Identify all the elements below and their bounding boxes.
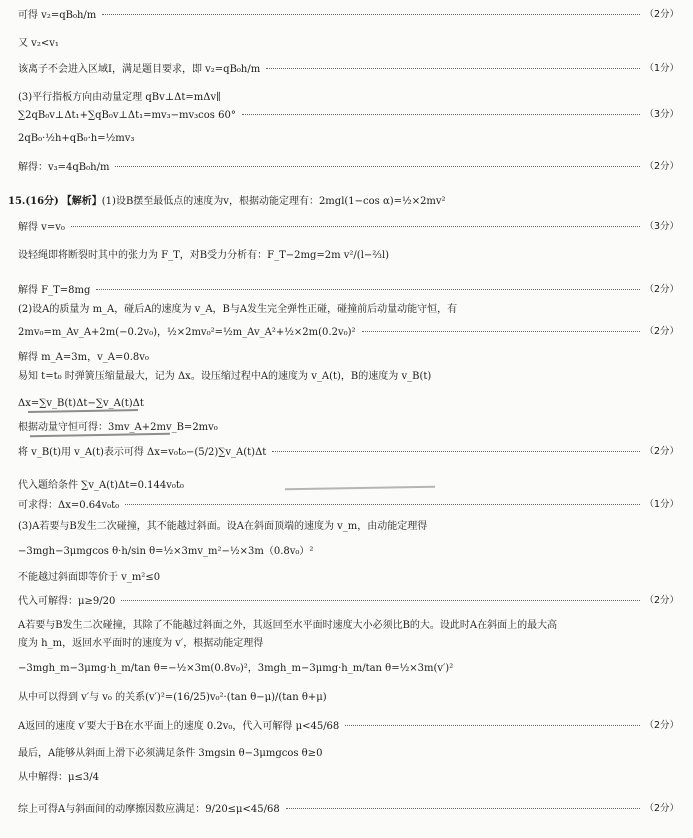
score-label: （3分）: [644, 109, 679, 121]
score-label: （2分）: [644, 720, 679, 732]
solution-line: [18, 162, 679, 174]
line-text: 该离子不会进入区域Ⅰ，满足题目要求，即 v₂=qB₀h/m: [18, 64, 261, 75]
line-text: −3mgh_m−3μmg·h_m/tan θ=−½×3m(0.8v₀)²，3mgh_m−3μmg·h_m/tan θ=½×3m(v′)²: [18, 663, 454, 674]
line-text: 代入题给条件 ∑v_A(t)Δt=0.144v₀t₀: [18, 480, 184, 491]
score-label: （1分）: [644, 63, 679, 75]
solution-line: [18, 663, 679, 675]
score-label: （3分）: [644, 221, 679, 233]
solution-line: [18, 620, 679, 632]
dot-leader: [121, 600, 640, 601]
solution-line: [18, 638, 679, 650]
solution-line: [18, 500, 679, 512]
line-text: −3mgh−3μmgcos θ·h/sin θ=½×3mv_m²−½×3m（0.8v₀）²: [18, 546, 314, 557]
line-text: (1)设B摆至最低点的速度为v，根据动能定理有：2mgl(1−cos α)=½×2mv²: [101, 196, 446, 207]
line-text: 设轻绳即将断裂时其中的张力为 F_T，对B受力分析有：F_T−2mg=2m v²/(l−⅔l): [18, 250, 390, 261]
line-text: 从中解得：μ≤3/4: [18, 772, 99, 783]
solution-line: [18, 692, 679, 704]
solution-line: [18, 304, 679, 316]
line-text: ∑2qB₀v⊥Δt₁+∑qB₀v⊥Δt₁=mv₃−mv₃cos 60°: [18, 110, 236, 121]
solution-line: [18, 222, 679, 234]
solution-line: [18, 447, 679, 459]
solution-line: [18, 398, 679, 410]
score-label: （2分）: [644, 161, 679, 173]
line-text: (3)平行指板方向由动量定理 qBv⊥Δt=mΔv∥: [18, 92, 221, 103]
line-text: 解得：v₃=4qB₀h/m: [18, 162, 110, 173]
line-text: 可得 v₂=qB₀h/m: [18, 10, 97, 21]
line-text: A返回的速度 v′要大于B在水平面上的速度 0.2v₀，代入可解得 μ<45/68: [18, 721, 340, 732]
line-text: 解得 F_T=8mg: [18, 285, 91, 296]
solution-line: [18, 596, 679, 608]
line-text: 将 v_B(t)用 v_A(t)表示可得 Δx=v₀t₀−(5/2)∑v_A(t)Δt: [18, 447, 267, 458]
dot-leader: [125, 504, 640, 505]
solution-line: [18, 371, 679, 383]
line-text: 代入可解得：μ≥9/20: [18, 596, 116, 607]
question-number: 15.(16分): [8, 196, 59, 207]
dot-leader: [272, 451, 640, 452]
solution-line: [18, 546, 679, 558]
score-label: （1分）: [644, 499, 679, 511]
line-text: 综上可得A与斜面间的动摩擦因数应满足：9/20≤μ<45/68: [18, 804, 280, 815]
line-text: Δx=∑v_B(t)Δt−∑v_A(t)Δt: [18, 398, 144, 409]
solution-line: [18, 772, 679, 784]
line-text: 又 v₂<v₁: [18, 38, 59, 49]
line-text: 度为 h_m，返回水平面时的速度为 v′，根据动能定理得: [18, 638, 264, 649]
line-text: A若要与B发生二次碰撞，其除了不能越过斜面之外，其返回至水平面时速度大小必须比B的大。设此时A在斜面上的最大高: [18, 620, 558, 631]
solution-line: [18, 422, 679, 434]
solution-line: [18, 521, 679, 533]
line-text: (2)设A的质量为 m_A，碰后A的速度为 v_A，B与A发生完全弹性正碰，碰撞前后动量动能守恒，有: [18, 304, 458, 315]
solution-line: [18, 804, 679, 816]
solution-line: [18, 110, 679, 122]
question-header-line: [8, 196, 679, 208]
score-label: （2分）: [644, 9, 679, 21]
dot-leader: [286, 808, 641, 809]
solution-line: [18, 133, 679, 145]
solution-line: [18, 480, 679, 492]
line-text: 易知 t=t₀ 时弹簧压缩量最大，记为 Δx。设压缩过程中A的速度为 v_A(t)，B的速度为 v_B(t): [18, 371, 432, 382]
solution-line: [18, 572, 679, 584]
score-label: （2分）: [644, 326, 679, 338]
solution-line: [18, 64, 679, 76]
dot-leader: [266, 68, 640, 69]
line-text: 最后，A能够从斜面上滑下必须满足条件 3mgsin θ−3μmgcos θ≥0: [18, 748, 323, 759]
solution-line: [18, 748, 679, 760]
dot-leader: [71, 226, 641, 227]
line-text: 可求得：Δx=0.64v₀t₀: [18, 500, 120, 511]
analysis-tag: 【解析】: [61, 196, 102, 207]
dot-leader: [96, 289, 640, 290]
solution-line: [18, 250, 679, 262]
score-label: （2分）: [644, 595, 679, 607]
score-label: （2分）: [644, 284, 679, 296]
dot-leader: [102, 14, 640, 15]
solution-line: [18, 721, 679, 733]
line-text: 解得 m_A=3m，v_A=0.8v₀: [18, 352, 149, 363]
handwritten-scribble: [28, 409, 138, 413]
solution-line: [18, 352, 679, 364]
solution-line: [18, 10, 679, 22]
line-text: 不能越过斜面即等价于 v_m²≤0: [18, 572, 161, 583]
dot-leader: [345, 725, 640, 726]
score-label: （2分）: [644, 803, 679, 815]
score-label: （2分）: [644, 446, 679, 458]
line-text: 解得 v=v₀: [18, 222, 65, 233]
solution-line: [18, 38, 679, 50]
solution-line: [18, 285, 679, 297]
solution-line: [18, 327, 679, 339]
line-text: (3)A若要与B发生二次碰撞，其不能越过斜面。设A在斜面顶端的速度为 v_m，由动能定理得: [18, 521, 428, 532]
line-text: 2qB₀·½h+qB₀·h=½mv₃: [18, 133, 135, 144]
line-text: 从中可以得到 v′与 v₀ 的关系(v′)²=(16/25)v₀²·(tan θ−μ)/(tan θ+μ): [18, 692, 327, 703]
dot-leader: [242, 114, 641, 115]
dot-leader: [362, 331, 641, 332]
dot-leader: [115, 166, 640, 167]
solution-line: [18, 92, 679, 104]
line-text: 2mv₀=m_Av_A+2m(−0.2v₀)，½×2mv₀²=½m_Av_A²+½×2m(0.2v₀)²: [18, 327, 356, 338]
line-text: 根据动量守恒可得：3mv_A+2mv_B=2mv₀: [18, 422, 218, 433]
